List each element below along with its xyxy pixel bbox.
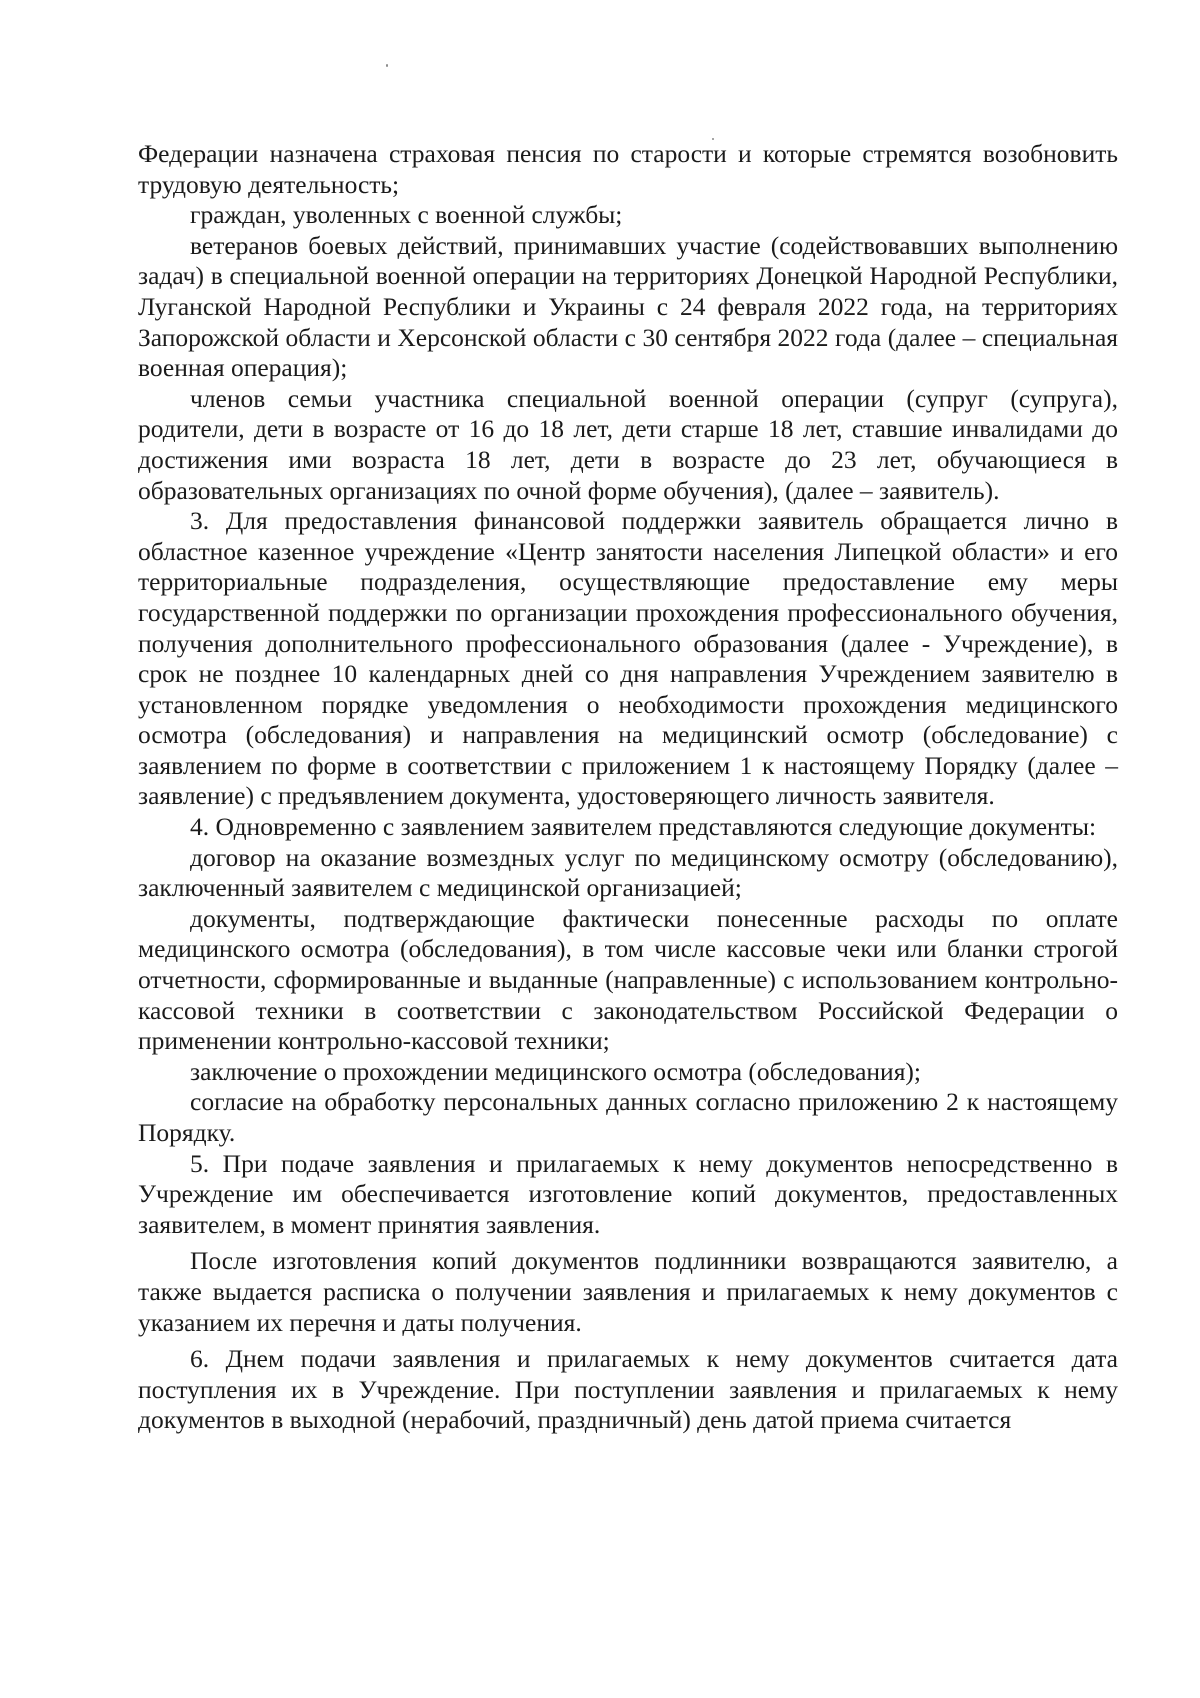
paragraph: договор на оказание возмездных услуг по медицинскому осмотру (обследованию), заключенный заявителем с медицинской организацией; (138, 842, 1118, 903)
document-page (138, 139, 1118, 1436)
paragraph: документы, подтверждающие фактически понесенные расходы по оплате медицинского осмотра (обследования), в том числе кассовые чеки или бланки строгой отчетности, сформированные и выданные (направленные) с использованием контрольно-кассовой техники в соответствии с законодательством Российской Федерации о применении контрольно-кассовой техники; (138, 903, 1118, 1056)
paragraph: Федерации назначена страховая пенсия по старости и которые стремятся возобновить трудовую деятельность; (138, 139, 1118, 199)
scan-speck (386, 64, 388, 67)
paragraph: ветеранов боевых действий, принимавших участие (содействовавших выполнению задач) в специальной военной операции на территориях Донецкой Народной Республики, Луганской Народной Республики и Украины с 24 февраля 2022 года, на территориях Запорожской области и Херсонской области с 30 сентября 2022 года (далее – специальная военная операция); (138, 230, 1118, 383)
paragraph: 5. При подаче заявления и прилагаемых к нему документов непосредственно в Учреждение им обеспечивается изготовление копий документов, предоставленных заявителем, в момент принятия заявления. (138, 1148, 1118, 1239)
paragraph: членов семьи участника специальной военной операции (супруг (супруга), родители, дети в возрасте от 16 до 18 лет, дети старше 18 лет, ставшие инвалидами до достижения ими возраста 18 лет, дети в возрасте до 23 лет, обучающиеся в образовательных организациях по очной форме обучения), (далее – заявитель). (138, 383, 1118, 505)
paragraph: граждан, уволенных с военной службы; (190, 200, 623, 230)
paragraph: После изготовления копий документов подлинники возвращаются заявителю, а также выдается расписка о получении заявления и прилагаемых к нему документов с указанием их перечня и даты получения. (138, 1246, 1118, 1337)
paragraph: согласие на обработку персональных данных согласно приложению 2 к настоящему Порядку. (138, 1087, 1118, 1147)
paragraph: 3. Для предоставления финансовой поддержки заявитель обращается лично в областное казенное учреждение «Центр занятости населения Липецкой области» и его территориальные подразделения, осуществляющие предоставление ему меры государственной поддержки по организации прохождения профессионального обучения, получения дополнительного профессионального образования (далее - Учреждение), в срок не позднее 10 календарных дней со дня направления Учреждением заявителю в установленном порядке уведомления о необходимости прохождения медицинского осмотра (обследования) и направления на медицинский осмотр (обследование) с заявлением по форме в соответствии с приложением 1 к настоящему Порядку (далее – заявление) с предъявлением документа, удостоверяющего личность заявителя. (138, 506, 1118, 811)
paragraph: 4. Одновременно с заявлением заявителем представляются следующие документы: (190, 812, 1097, 842)
paragraph: заключение о прохождении медицинского осмотра (обследования); (190, 1056, 921, 1086)
paragraph: 6. Днем подачи заявления и прилагаемых к нему документов считается дата поступления их в Учреждение. При поступлении заявления и прилагаемых к нему документов в выходной (нерабочий, праздничный) день датой приема считается (138, 1344, 1118, 1435)
